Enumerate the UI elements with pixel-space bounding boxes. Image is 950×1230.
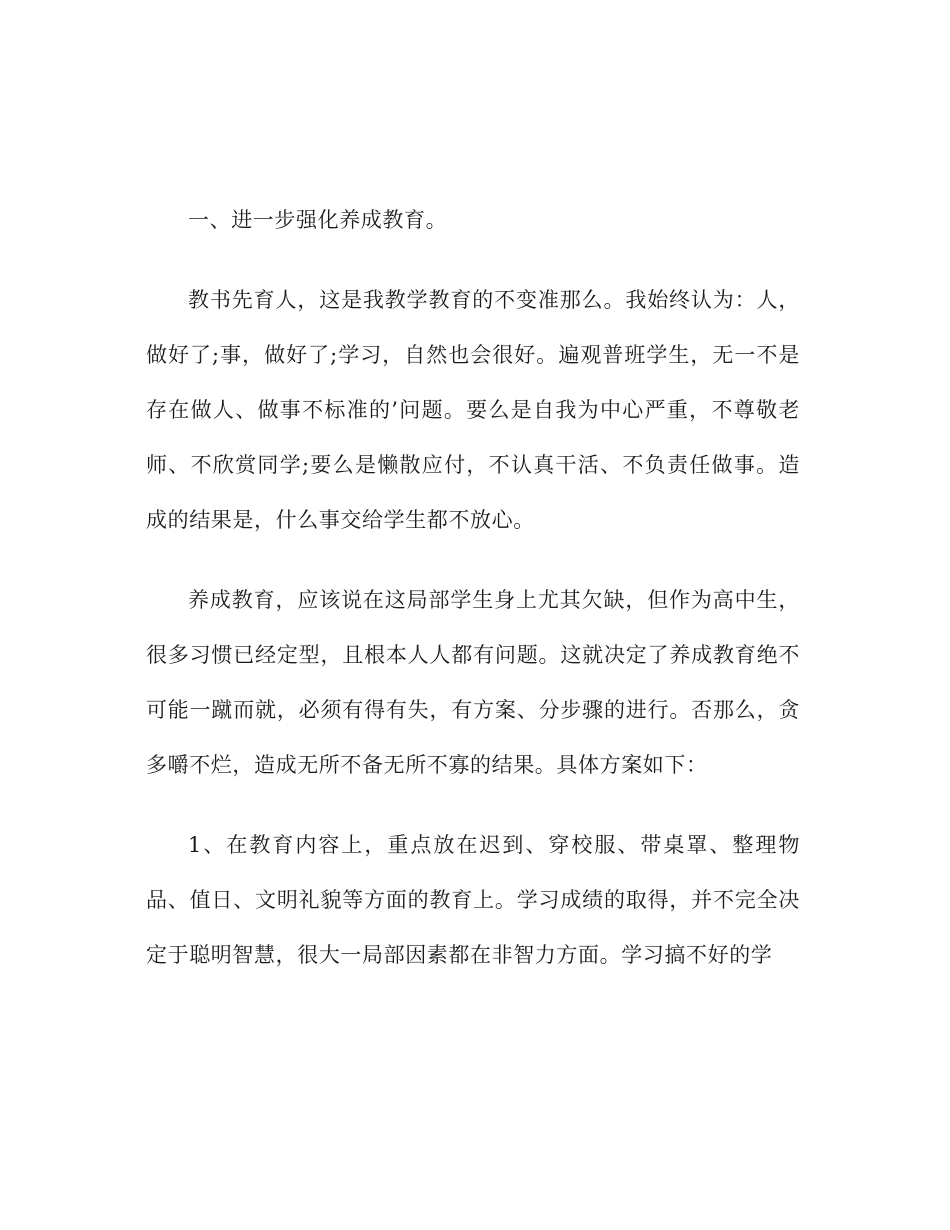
body-paragraph: 教书先育人，这是我教学教育的不变准那么。我始终认为：人，做好了;事，做好了;学习，自然也会很好。遍观普班学生，无一不是存在做人、做事不标准的’问题。要么是自我为中心严重，不尊敬老师、不欣赏同学;要么是懒散应付，不认真干活、不负责任做事。造成的结果是，什么事交给学生都不放心。 bbox=[146, 288, 800, 532]
document-body bbox=[146, 193, 800, 1008]
section-heading: 一、进一步强化养成教育。 bbox=[188, 208, 448, 232]
body-paragraph: 1、在教育内容上，重点放在迟到、穿校服、带桌罩、整理物品、值日、文明礼貌等方面的教育上。学习成绩的取得，并不完全决定于聪明智慧，很大一局部因素都在非智力方面。学习搞不好的学 bbox=[146, 833, 800, 967]
body-paragraph: 养成教育，应该说在这局部学生身上尤其欠缺，但作为高中生，很多习惯已经定型，且根本人人都有问题。这就决定了养成教育绝不可能一蹴而就，必须有得有失，有方案、分步骤的进行。否那么，贪多嚼不烂，造成无所不备无所不寡的结果。具体方案如下： bbox=[146, 588, 800, 777]
